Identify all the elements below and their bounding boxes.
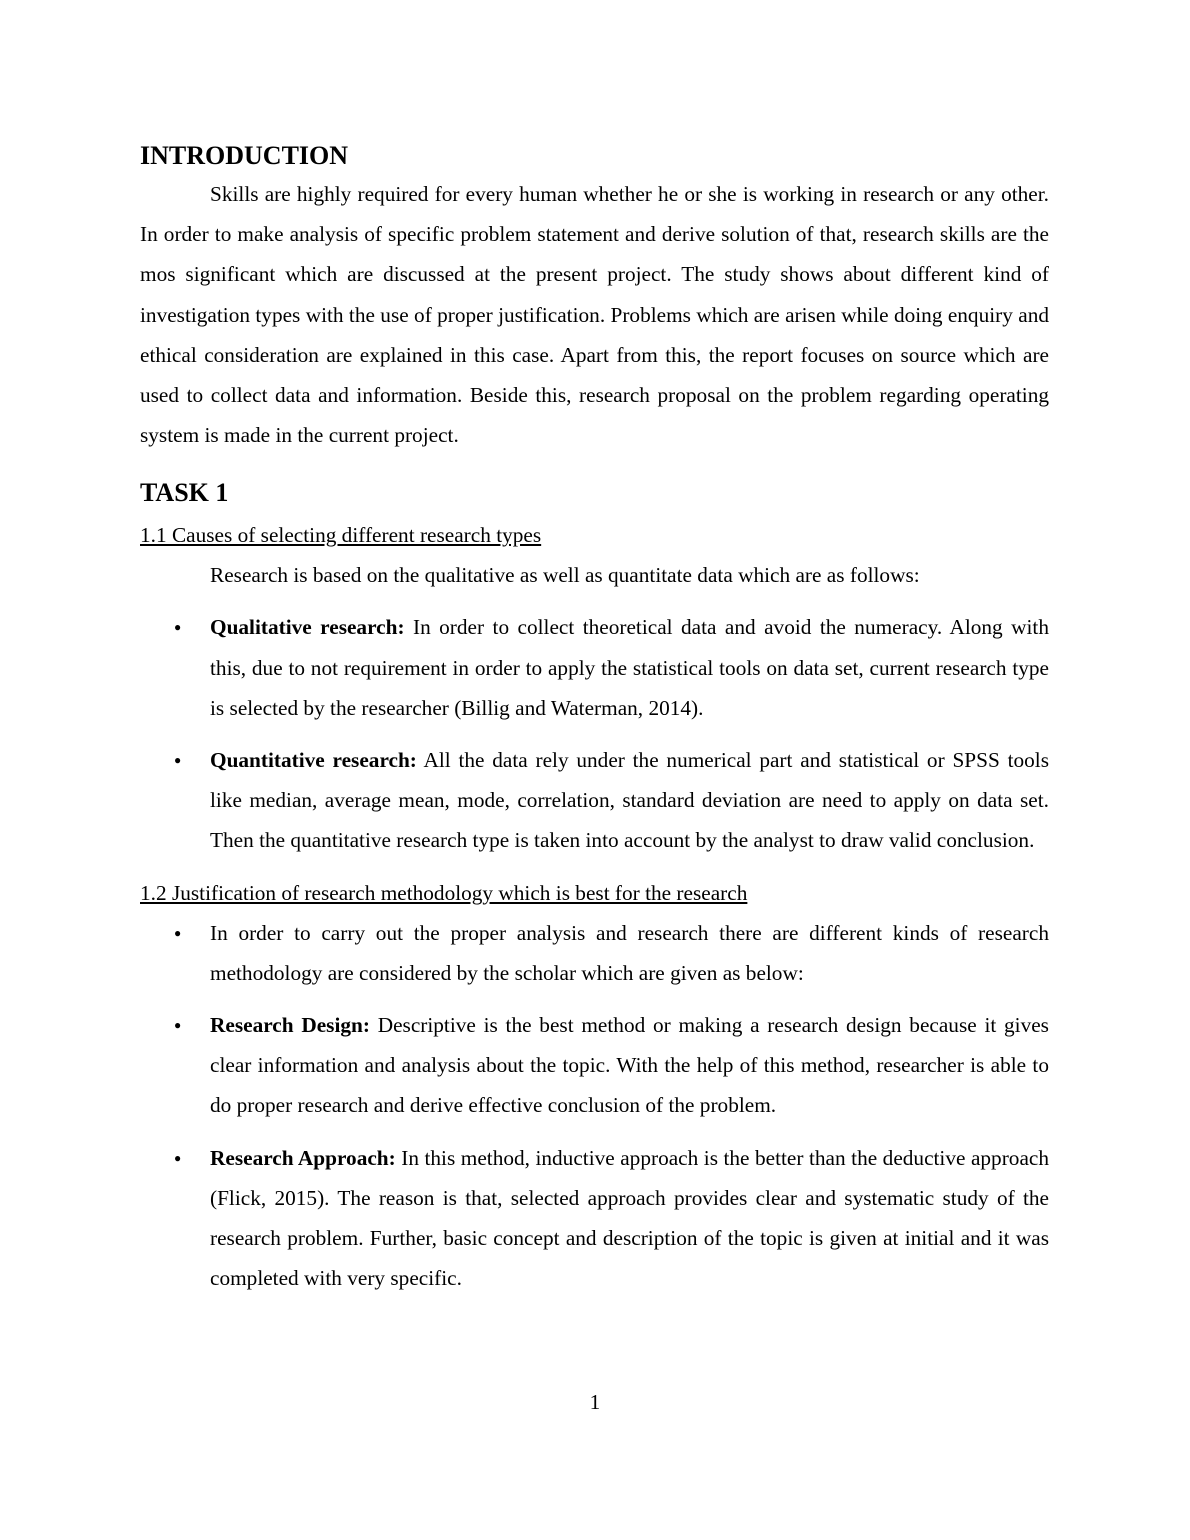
intro-paragraph: Skills are highly required for every human whether he or she is working in research or any other. In order to make analysis of specific problem statement and derive solution of that, research skills are the mos significant which are discussed at the present project. The study shows about different kind of investigation types with the use of proper justification. Problems which are arisen while doing enquiry and ethical consideration are explained in this case. Apart from this, the report focuses on source which are used to collect data and information. Beside this, research proposal on the problem regarding operating system is made in the current project. <box>140 182 1049 448</box>
item-text: Descriptive is the best method or making a research design because it gives clear information and analysis about the topic. With the help of this method, researcher is able to do proper research and derive effective conclusion of the problem. <box>210 1013 1049 1118</box>
item-text: In order to carry out the proper analysis and research there are different kinds of research methodology are considered by the scholar which are given as below: <box>210 920 1049 985</box>
page-number: 1 <box>589 1390 601 1414</box>
bullet-icon: ● <box>174 620 182 635</box>
section-1-1-title: 1.1 Causes of selecting different research types <box>140 523 542 548</box>
list-item <box>140 607 1049 728</box>
bullet-icon: ● <box>174 925 182 940</box>
task1-heading: TASK 1 <box>140 478 229 508</box>
list-item <box>140 740 1049 861</box>
item-term: Research Design: <box>210 1013 370 1038</box>
item-term: Qualitative research: <box>210 615 405 640</box>
section-1-1-list <box>140 607 1049 860</box>
bullet-icon: ● <box>174 1150 182 1165</box>
list-item <box>140 1138 1049 1299</box>
section-1-2-title: 1.2 Justification of research methodology which is best for the research <box>140 880 748 905</box>
bullet-icon: ● <box>174 1018 182 1033</box>
item-term: Research Approach: <box>210 1145 396 1170</box>
section-1-2-list <box>140 913 1049 1299</box>
item-text: In order to collect theoretical data and avoid the numeracy. Along with this, due to not requirement in order to apply the statistical tools on data set, current research type is selected by the researcher (Billig and Waterman, 2014). <box>210 615 1049 720</box>
list-item <box>140 913 1049 993</box>
list-item <box>140 1005 1049 1126</box>
item-term: Quantitative research: <box>210 748 417 773</box>
intro-heading: INTRODUCTION <box>140 141 349 170</box>
bullet-icon: ● <box>174 753 182 768</box>
item-text: In this method, inductive approach is the better than the deductive approach (Flick, 2015). The reason is that, selected approach provides clear and systematic study of the research problem. Further, basic concept and description of the topic is given at initial and it was completed with very specific. <box>210 1145 1049 1291</box>
section-1-1-lead: Research is based on the qualitative as well as quantitate data which are as follows: <box>210 563 920 588</box>
item-text: All the data rely under the numerical part and statistical or SPSS tools like median, average mean, mode, correlation, standard deviation are need to apply on data set. Then the quantitative research type is taken into account by the analyst to draw valid conclusion. <box>210 748 1050 853</box>
document-page <box>140 138 1049 1298</box>
